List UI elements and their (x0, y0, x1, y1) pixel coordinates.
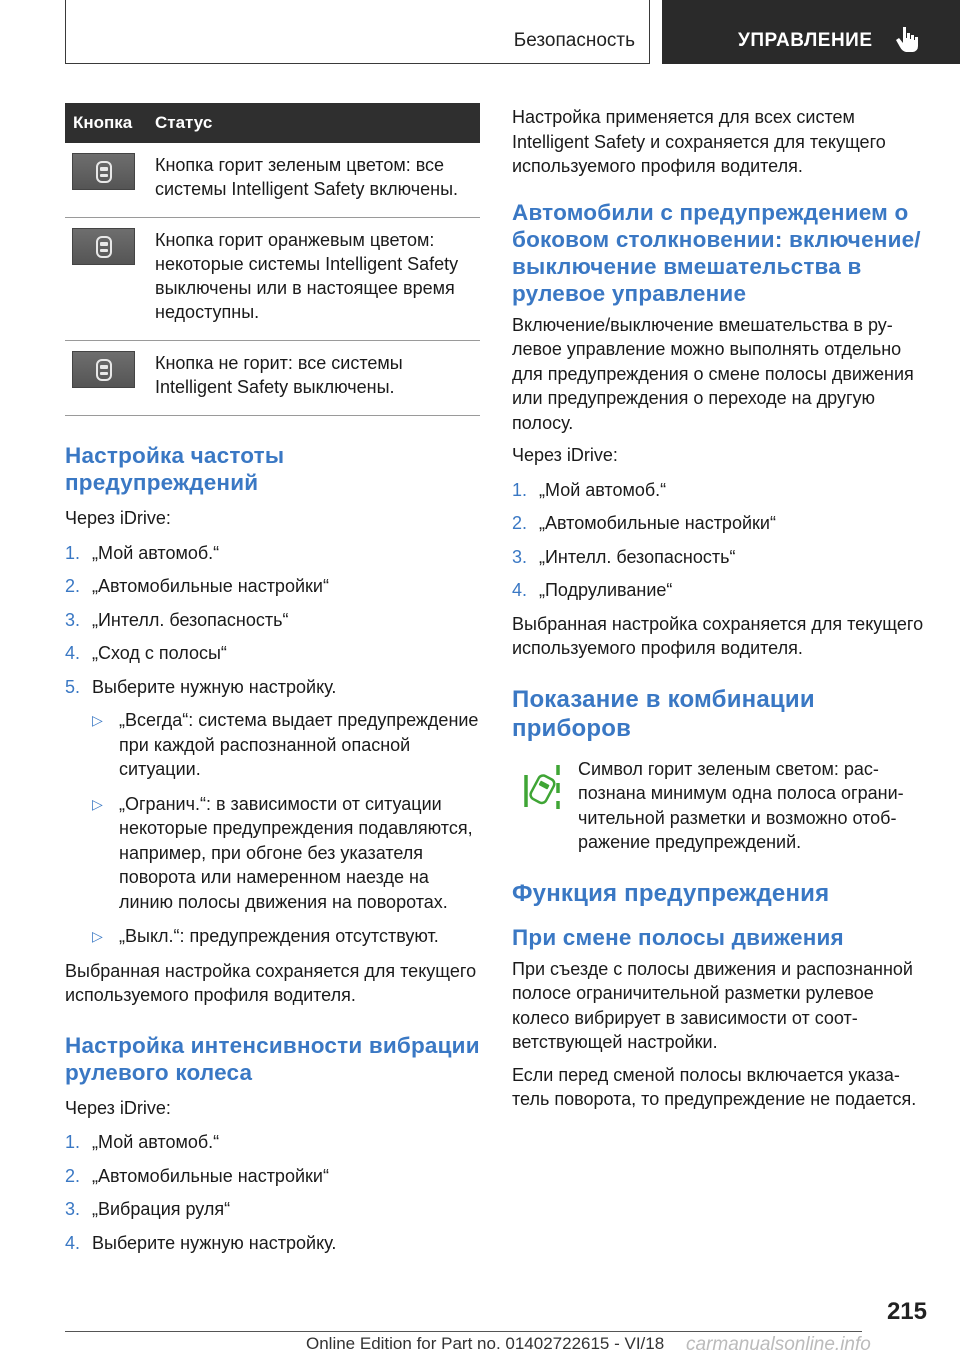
table-cell-status: Кнопка горит зеленым цветом: все системы Intelligent Safety включены. (147, 143, 480, 218)
triangle-bullet-icon: ▷ (92, 795, 103, 812)
section-title-vibration: Настройка интенсивности вибрации рулевого колеса (65, 1032, 480, 1085)
list-item: 4. Выберите нужную настройку. (65, 1232, 337, 1253)
left-column (65, 103, 480, 1264)
triangle-bullet-icon: ▷ (92, 928, 103, 944)
table-row (65, 218, 480, 341)
instrument-cluster-text: Символ горит зеленым светом: распознана минимум одна полоса ограничительной разметки и возможно отображение предупреждений. (578, 758, 904, 852)
table-header-row (65, 103, 480, 143)
options-list (65, 708, 480, 949)
section-title-instrument-cluster: Показание в комбинации приборов (512, 685, 815, 742)
paragraph-steering-intervention: Включение/выключение вмешательства в рулевое управление можно выполнять отдельно для предупреждения о смене полосы движения или предупреждения о переходе на другую полосу. (512, 314, 914, 433)
table-row (65, 341, 480, 416)
list-item: ▷ „Всегда“: система выдает предупреждение при каждой распознанной опасной ситуации. (92, 710, 479, 779)
header-chapter-title: УПРАВЛЕНИЕ (738, 30, 873, 51)
list-item: ▷ „Выкл.“: предупреждения отсутствуют. (92, 924, 480, 949)
triangle-bullet-icon: ▷ (92, 712, 103, 728)
list-item: 3. „Интелл. безопасность“ (512, 546, 736, 567)
table-cell-status: Кнопка не горит: все системы Intelligent Safety выключены. (147, 341, 480, 416)
idrive-intro: Через iDrive: (65, 1097, 171, 1118)
note-profile: Выбранная настройка сохраняется для текущего используемого профиля водителя. (65, 960, 477, 1005)
intelligent-safety-button-icon (72, 153, 135, 190)
list-item: 4. „Сход с полосы“ (65, 643, 227, 663)
intelligent-safety-button-icon (72, 351, 135, 388)
safety-car-icon (93, 357, 115, 383)
footer-divider (65, 1331, 862, 1332)
steps-list (65, 541, 480, 700)
table-cell-status: Кнопка горит оранжевым цветом: некоторые системы Intelligent Safety выключены или в настоящее время недоступны. (147, 218, 480, 341)
table-header-status: Статус (147, 103, 480, 143)
section-title-steering-intervention: Автомобили с предупреждением о боковом столкновении: включение/выключение вмешательства в рулевое управление (512, 199, 921, 306)
header-section-title: Безопасность (513, 30, 635, 51)
watermark: carmanualsonline.info (686, 1334, 871, 1355)
table-header-button: Кнопка (65, 103, 147, 143)
steps-list (65, 1130, 480, 1255)
paragraph-lane-departure: При съезде с полосы движения и распознанной полосе ограничительной разметки рулевое колесо вибрирует в зависимости от соответствующей настройки. (512, 958, 913, 1052)
list-item: 1. „Мой автомоб.“ (65, 1132, 220, 1152)
list-item: 4. „Подруливание“ (512, 580, 673, 600)
header-chapter-tab (662, 0, 960, 64)
list-item: 2. „Автомобильные настройки“ (512, 513, 776, 533)
idrive-intro: Через iDrive: (512, 445, 618, 465)
list-item: 1. „Мой автомоб.“ (512, 479, 667, 500)
section-title-warning-frequency: Настройка частоты предупреждений (65, 443, 285, 495)
subsection-title-lane-change: При смене полосы движения (512, 924, 844, 950)
table-row (65, 143, 480, 218)
note-profile: Выбранная настройка сохраняется для текущего используемого профиля водителя. (512, 613, 924, 658)
header-section-box (65, 0, 650, 64)
list-item: 3. „Вибрация руля“ (65, 1199, 231, 1219)
lane-departure-warning-icon (520, 761, 566, 811)
list-item: ▷ „Огранич.“: в зависимости от ситуации некоторые предупреждения подавляются, например, при обгоне без указателя поворота или намеренном наезде на линию полосы движения на поворотах. (92, 793, 473, 912)
steps-list (512, 478, 928, 603)
list-item: 5. Выберите нужную настройку. (65, 676, 337, 697)
page-number: 215 (886, 1298, 927, 1325)
footer-edition: Online Edition for Part no. 01402722615 - VI/18 (306, 1334, 665, 1353)
paragraph-turn-signal: Если перед сменой полосы включается указатель поворота, то предупреждение не подается. (512, 1064, 917, 1109)
list-item: 2. „Автомобильные настройки“ (65, 1165, 329, 1186)
list-item: 1. „Мой автомоб.“ (65, 542, 220, 563)
safety-car-icon (93, 159, 115, 185)
safety-car-icon (93, 234, 115, 260)
list-item: 3. „Интелл. безопасность“ (65, 609, 289, 630)
instrument-cluster-paragraph (512, 757, 928, 855)
button-status-table (65, 103, 480, 416)
intelligent-safety-button-icon (72, 228, 135, 265)
paragraph-settings-apply: Настройка применяется для всех систем Intelligent Safety и сохраняется для текущего используемого профиля водителя. (512, 107, 886, 176)
hand-pointer-icon (894, 24, 922, 54)
right-column (512, 103, 928, 1112)
idrive-intro: Через iDrive: (65, 508, 171, 528)
section-title-warning-function: Функция предупреждения (512, 879, 830, 907)
list-item: 2. „Автомобильные настройки“ (65, 576, 329, 596)
